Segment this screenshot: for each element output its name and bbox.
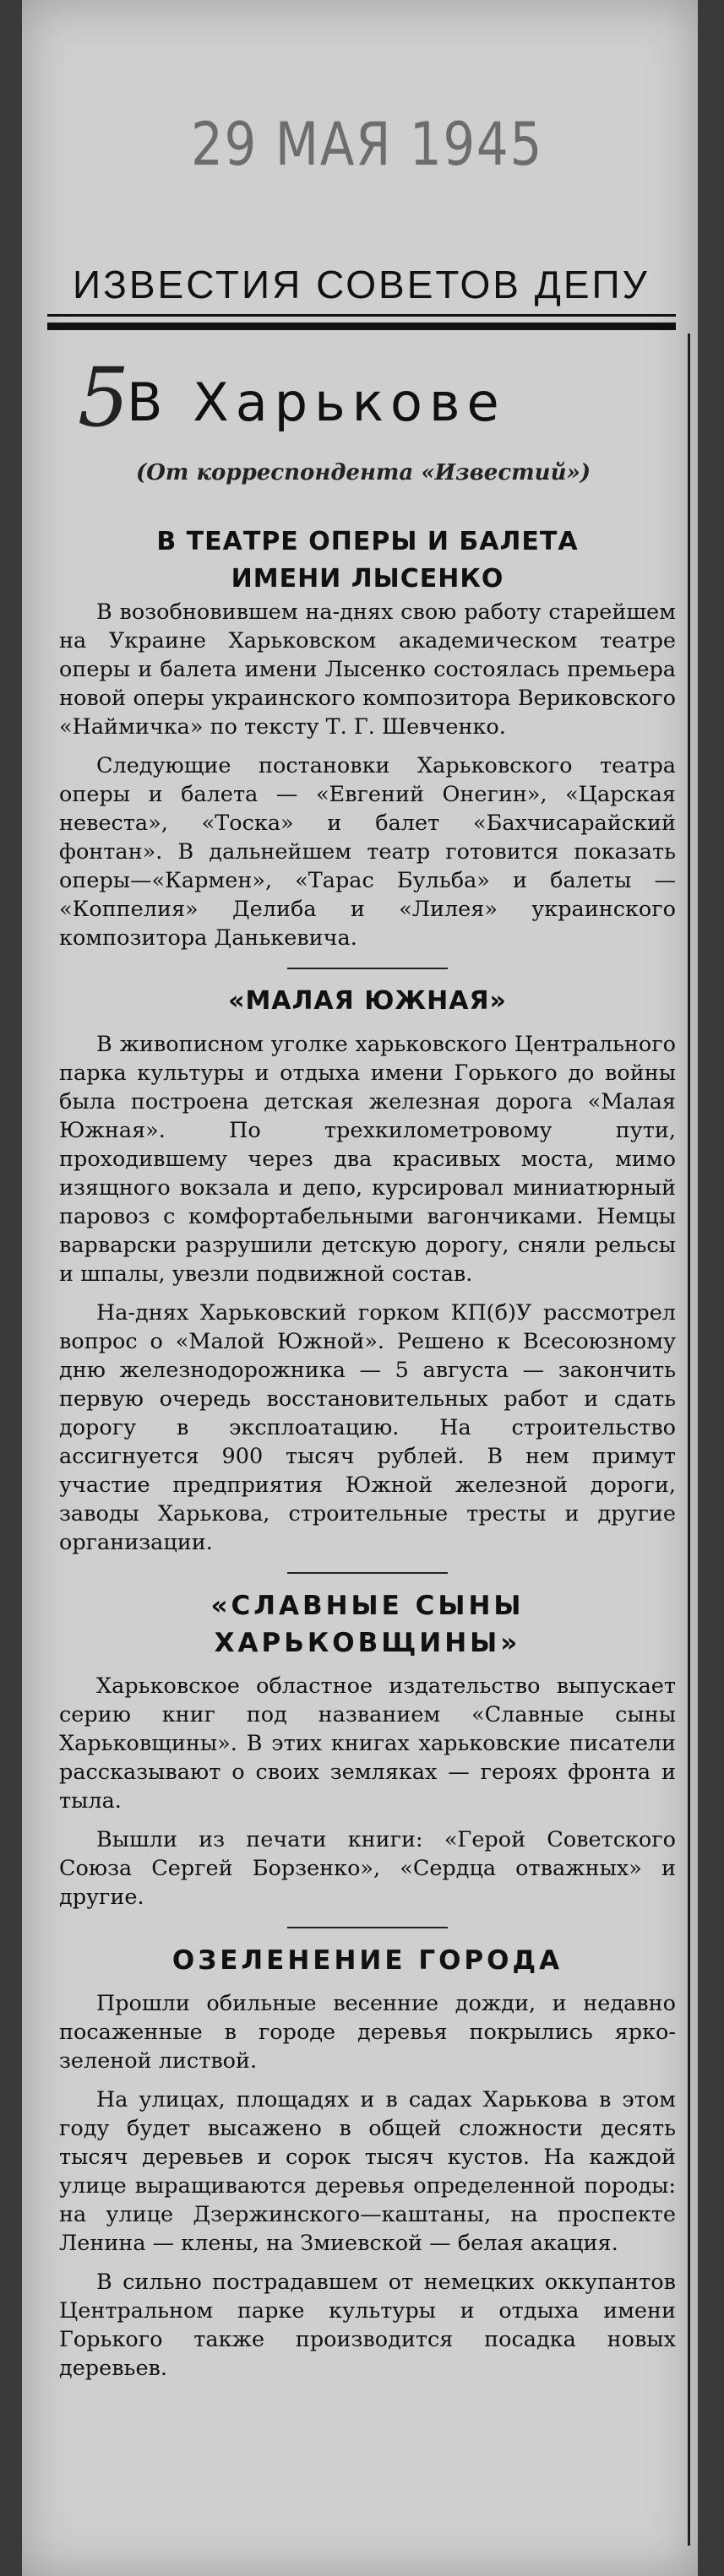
section-city-greening bbox=[59, 1942, 676, 2383]
masthead-rule-thick bbox=[47, 323, 676, 330]
section-divider bbox=[287, 1572, 448, 1574]
masthead-rule-thin bbox=[47, 314, 676, 317]
article-body bbox=[59, 523, 676, 2383]
paragraph: Следующие постановки Харьковского театра оперы и балета — «Евгений Онегин», «Царская невеста», «Тоска» и балет «Бахчисарайский фонтан». В дальнейшем театр готовится показать оперы—«Кармен», «Тарас Бульба» и балеты — «Коппелия» Делиба и «Лилея» украинского композитора Данькевича. bbox=[59, 753, 676, 951]
paragraph: В сильно пострадавшем от немецких оккупантов Центральном парке культуры и отдыха имени Горького также производится посадка новых деревьев. bbox=[59, 2270, 676, 2381]
paragraph: В живописном уголке харьковского Центрального парка культуры и отдыха имени Горького до войны была построена детская железная дорога «Малая Южная». По трехкилометровому пути, проходившему через два красивых моста, мимо изящного вокзала и депо, курсировал миниатюрный паровоз с комфортабельными вагончиками. Немцы варварски разрушили детскую дорогу, сняли рельсы и шпалы, увезли подвижной состав. bbox=[59, 1032, 676, 1287]
article-headline: В Харькове bbox=[127, 371, 506, 433]
section-opera-theatre bbox=[59, 523, 676, 952]
column-rule bbox=[688, 334, 690, 2546]
section-title: «МАЛАЯ ЮЖНАЯ» bbox=[228, 986, 507, 1016]
article-byline: (От корреспондента «Известий») bbox=[135, 460, 591, 485]
paragraph: Вышли из печати книги: «Герой Советского Союза Сергей Борзенко», «Сердца отважных» и другие. bbox=[59, 1827, 676, 1910]
paragraph: В возобновившем на-днях свою работу старейшем на Украине Харьковском академическом театре оперы и балета имени Лысенко состоялась премьера новой оперы украинского композитора Вериковского «Наймичка» по тексту Т. Г. Шевченко. bbox=[59, 599, 676, 740]
paragraph: Харьковское областное издательство выпускает серию книг под названием «Славные сыны Харьковщины». В этих книгах харьковские писатели рассказывают о своих земляках — героях фронта и тыла. bbox=[59, 1673, 676, 1814]
paragraph: На-днях Харьковский горком КП(б)У рассмотрел вопрос о «Малой Южной». Решено к Всесоюзному дню железнодорожника — 5 августа — закончить первую очередь восстановительных работ и сдать дорогу в эксплоатацию. На строительство ассигнуется 900 тысяч рублей. В нем примут участие предприятия Южной железной дороги, заводы Харькова, строительные тресты и другие организации. bbox=[59, 1300, 676, 1555]
section-divider bbox=[287, 968, 448, 969]
section-title bbox=[59, 523, 676, 598]
date-stamp: 29 МАЯ 1945 bbox=[191, 110, 544, 179]
paragraph: Прошли обильные весенние дожди, и недавно посаженные в городе деревья покрылись ярко-зеленой листвой. bbox=[59, 1991, 676, 2074]
section-title: «СЛАВНЫЕ СЫНЫ ХАРЬКОВЩИНЫ» bbox=[210, 1591, 525, 1658]
section-title: ОЗЕЛЕНЕНИЕ ГОРОДА bbox=[171, 1945, 563, 1976]
section-title-line: ИМЕНИ ЛЫСЕНКО bbox=[231, 564, 504, 594]
newspaper-masthead: ИЗВЕСТИЯ СОВЕТОВ ДЕПУ bbox=[73, 263, 650, 306]
section-malaya-yuzhnaya bbox=[59, 983, 676, 1557]
paragraph: На улицах, площадях и в садах Харькова в этом году будет высажено в общей сложности десять тысяч деревьев и сорок тысяч кустов. На каждой улице выращиваются деревья определенной породы: на улице Дзержинского—каштаны, на проспекте Ленина — клены, на Змиевской — белая акация. bbox=[59, 2087, 676, 2256]
handwritten-mark: 5 bbox=[78, 350, 130, 445]
section-title-line: В ТЕАТРЕ ОПЕРЫ И БАЛЕТА bbox=[156, 527, 579, 556]
section-divider bbox=[287, 1927, 448, 1928]
section-glorious-sons bbox=[59, 1587, 676, 1912]
